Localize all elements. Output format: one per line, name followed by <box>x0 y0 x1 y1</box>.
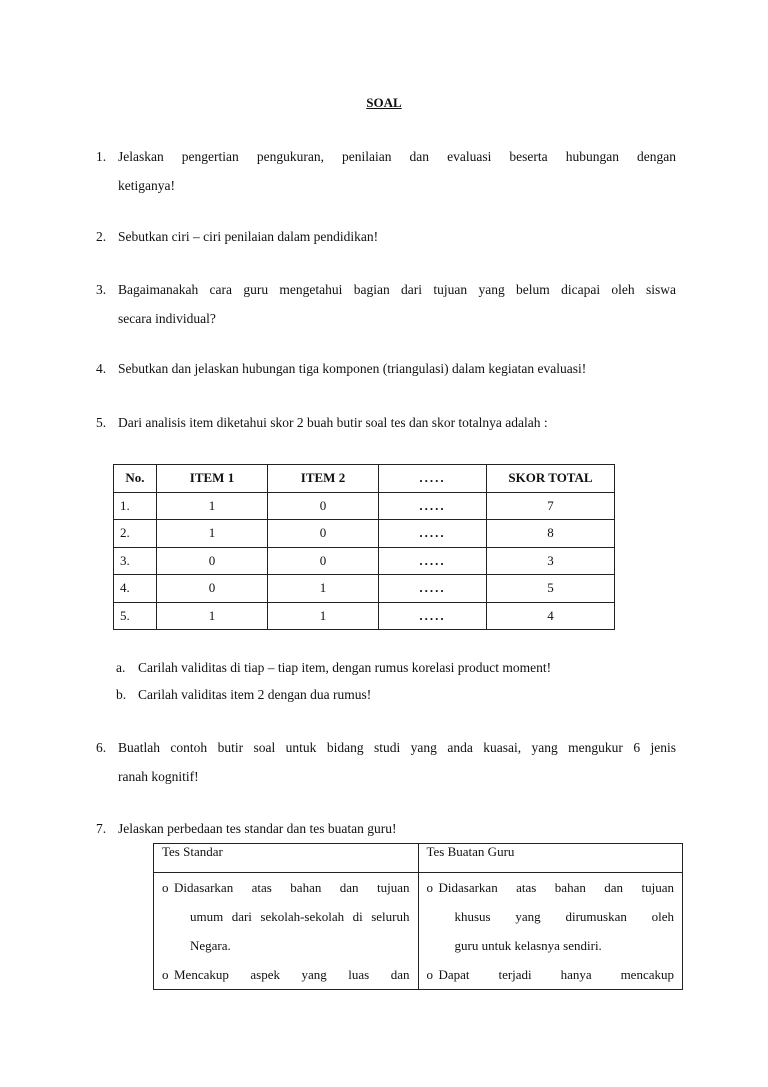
cell-skor-total: 8 <box>487 520 615 548</box>
subquestion-b <box>116 680 371 709</box>
page-title: SOAL <box>366 95 402 110</box>
list-item <box>427 960 675 989</box>
header-tes-buatan-guru: Tes Buatan Guru <box>418 844 683 873</box>
cell-item-2: 1 <box>268 602 379 630</box>
table-row <box>114 520 615 548</box>
cell-skor-total: 4 <box>487 602 615 630</box>
cell-item-1: 0 <box>157 547 268 575</box>
header-no: No. <box>114 465 157 493</box>
bullet-text-line: Negara. <box>190 938 231 953</box>
cell-ellipsis: ..... <box>379 492 487 520</box>
cell-tes-buatan-guru <box>418 873 683 990</box>
bullet-text-line: khusus yang dirumuskan oleh <box>454 909 674 924</box>
question-text-line: secara individual? <box>118 311 216 326</box>
question-number: 5. <box>96 415 107 430</box>
cell-tes-standar <box>154 873 419 990</box>
header-tes-standar: Tes Standar <box>154 844 419 873</box>
table-row <box>114 547 615 575</box>
table-header-row <box>154 844 683 873</box>
cell-item-2: 0 <box>268 547 379 575</box>
bullet-icon: o <box>426 880 433 895</box>
cell-no: 4. <box>114 575 157 603</box>
cell-no: 2. <box>114 520 157 548</box>
cell-item-1: 1 <box>157 520 268 548</box>
subquestion-label: b. <box>116 687 127 702</box>
cell-ellipsis: ..... <box>379 602 487 630</box>
cell-no: 5. <box>114 602 157 630</box>
question-number: 1. <box>96 149 107 164</box>
question-7 <box>96 814 676 843</box>
cell-item-2: 1 <box>268 575 379 603</box>
header-item-1: ITEM 1 <box>157 465 268 493</box>
bullet-text-line: Didasarkan atas bahan dan tujuan <box>438 880 674 895</box>
subquestion-a <box>116 653 551 682</box>
cell-item-1: 1 <box>157 492 268 520</box>
bullet-text-line: umum dari sekolah-sekolah di seluruh <box>190 909 410 924</box>
list-item <box>427 873 675 960</box>
subquestion-label: a. <box>116 660 126 675</box>
cell-skor-total: 5 <box>487 575 615 603</box>
question-text-line: Buatlah contoh butir soal untuk bidang studi yang anda kuasai, yang mengukur 6 jenis <box>118 740 676 755</box>
bullet-text-line: Mencakup aspek yang luas dan <box>174 967 410 982</box>
question-text-line: Bagaimanakah cara guru mengetahui bagian dari tujuan yang belum dicapai oleh siswa <box>118 282 676 297</box>
question-5 <box>96 408 676 437</box>
comparison-table <box>153 843 683 990</box>
question-3 <box>96 275 676 333</box>
question-number: 7. <box>96 821 107 836</box>
cell-no: 1. <box>114 492 157 520</box>
question-number: 2. <box>96 229 107 244</box>
table-row <box>154 873 683 990</box>
cell-item-2: 0 <box>268 492 379 520</box>
question-4 <box>96 354 676 383</box>
score-table <box>113 464 615 630</box>
table-row <box>114 602 615 630</box>
question-2 <box>96 222 676 251</box>
list-item <box>162 960 410 989</box>
question-text-line: Jelaskan pengertian pengukuran, penilaian dan evaluasi beserta hubungan dengan <box>118 149 676 164</box>
question-number: 6. <box>96 740 107 755</box>
cell-item-1: 1 <box>157 602 268 630</box>
question-text-line: ketiganya! <box>118 178 175 193</box>
cell-skor-total: 7 <box>487 492 615 520</box>
cell-skor-total: 3 <box>487 547 615 575</box>
header-item-2: ITEM 2 <box>268 465 379 493</box>
bullet-icon: o <box>162 967 169 982</box>
cell-ellipsis: ..... <box>379 547 487 575</box>
table-row <box>114 575 615 603</box>
list-item <box>162 873 410 960</box>
cell-ellipsis: ..... <box>379 520 487 548</box>
bullet-icon: o <box>162 880 169 895</box>
subquestion-text: Carilah validitas di tiap – tiap item, dengan rumus korelasi product moment! <box>138 660 552 675</box>
cell-ellipsis: ..... <box>379 575 487 603</box>
question-6 <box>96 733 676 791</box>
cell-no: 3. <box>114 547 157 575</box>
question-text-line: Sebutkan dan jelaskan hubungan tiga komponen (triangulasi) dalam kegiatan evaluasi! <box>118 361 587 376</box>
table-row <box>114 492 615 520</box>
cell-item-2: 0 <box>268 520 379 548</box>
header-skor-total: SKOR TOTAL <box>487 465 615 493</box>
cell-item-1: 0 <box>157 575 268 603</box>
question-text-line: Jelaskan perbedaan tes standar dan tes buatan guru! <box>118 821 397 836</box>
header-ellipsis: ..... <box>379 465 487 493</box>
bullet-icon: o <box>426 967 433 982</box>
bullet-text-line: Dapat terjadi hanya mencakup <box>438 967 674 982</box>
question-text-line: ranah kognitif! <box>118 769 199 784</box>
subquestion-text: Carilah validitas item 2 dengan dua rumus! <box>138 687 372 702</box>
question-number: 4. <box>96 361 107 376</box>
question-number: 3. <box>96 282 107 297</box>
bullet-text-line: guru untuk kelasnya sendiri. <box>454 938 602 953</box>
table-header-row <box>114 465 615 493</box>
bullet-text-line: Didasarkan atas bahan dan tujuan <box>174 880 410 895</box>
question-text-line: Dari analisis item diketahui skor 2 buah butir soal tes dan skor totalnya adalah : <box>118 415 548 430</box>
question-1 <box>96 142 676 200</box>
question-text-line: Sebutkan ciri – ciri penilaian dalam pendidikan! <box>118 229 379 244</box>
